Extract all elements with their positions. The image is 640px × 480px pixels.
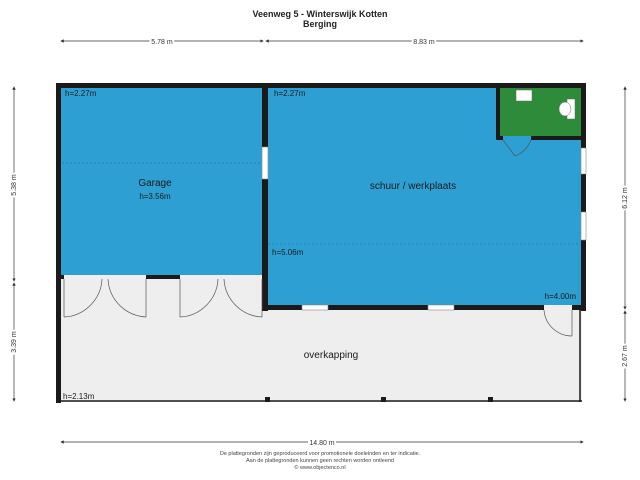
plan-subtitle: Berging	[302, 19, 337, 29]
dim-top-right: 8.83 m	[413, 39, 435, 46]
disclaimer-line-1: De plattegronden zijn geproduceerd voor promotionele doeleinden en ter indicatie.	[219, 451, 421, 457]
shed-corner-height-label: h=4.00m	[544, 292, 576, 301]
dim-left-upper: 5.38 m	[11, 174, 18, 196]
dim-right-lower: 2.67 m	[622, 345, 629, 367]
garage-height-label: h=3.56m	[139, 192, 171, 201]
garage-label: Garage	[138, 178, 172, 189]
dim-bottom: 14.80 m	[309, 440, 335, 447]
canopy-height-label: h=2.13m	[63, 392, 95, 401]
canopy-label: overkapping	[303, 350, 359, 361]
plan-title: Veenweg 5 - Winterswijk Kotten	[252, 9, 388, 19]
shed-ceiling-label: h=2.27m	[274, 89, 306, 98]
shed-mid-height-label: h=5.06m	[272, 248, 304, 257]
garage-ceiling-label: h=2.27m	[65, 89, 97, 98]
shed-label: schuur / werkplaats	[369, 181, 457, 192]
dim-left-lower: 3.39 m	[11, 331, 18, 353]
disclaimer-line-3: © www.objectenco.nl	[294, 465, 346, 471]
disclaimer-line-2: Aan de plattegronden kunnen geen rechten worden ontleend	[245, 458, 394, 464]
dim-right-upper: 6.12 m	[622, 187, 629, 209]
dim-top-left: 5.78 m	[151, 39, 173, 46]
